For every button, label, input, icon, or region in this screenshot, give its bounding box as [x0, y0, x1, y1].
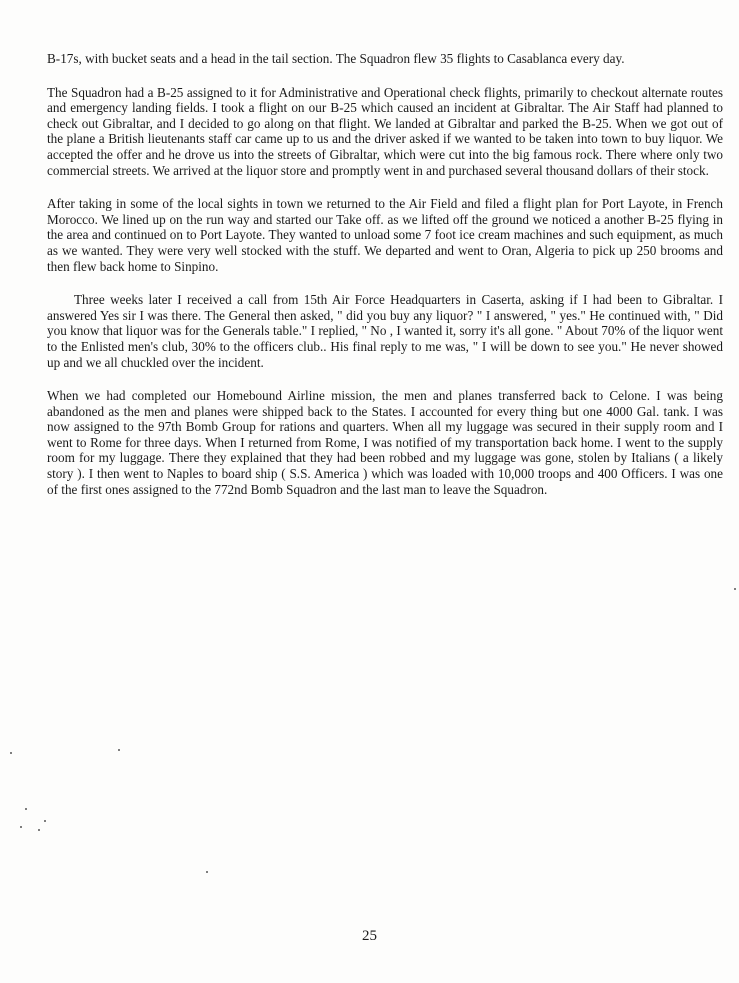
paragraph-4: Three weeks later I received a call from 15th Air Force Headquarters in Caserta, asking if I had been to Gibraltar. I answered Yes sir I was there. The General then asked, " did you buy any liquor? " I answered, " yes." He continued with, " Did you know that liquor was for the Generals table." I replied, " No , I wanted it, sorry it's all gone. " About 70% of the liquor went to the Enlisted men's club, 30% to the officers club.. His final reply to me was, " I will be down to see you." He never showed up and we all chuckled over the incident. [47, 292, 723, 370]
paragraph-3: After taking in some of the local sights in town we returned to the Air Field and filed a flight plan for Port Layote, in French Morocco. We lined up on the run way and started our Take off. as we lifted off the ground we noticed a another B-25 flying in the area and continued on to Port Layote. They wanted to unload some 7 foot ice cream machines and such equipment, as much as we wanted. They were very well stocked with the stuff. We departed and went to Oran, Algeria to pick up 250 brooms and then flew back home to Sinpino. [47, 196, 723, 274]
scan-speck [206, 871, 208, 873]
scan-speck [10, 752, 12, 754]
scan-speck [44, 820, 46, 822]
body-text [47, 51, 723, 515]
page-number: 25 [362, 928, 377, 944]
scan-speck [38, 829, 40, 831]
scan-speck [20, 826, 22, 828]
paragraph-1: B-17s, with bucket seats and a head in the tail section. The Squadron flew 35 flights to Casablanca every day. [47, 51, 625, 66]
scan-speck [25, 808, 27, 810]
paragraph-2: The Squadron had a B-25 assigned to it for Administrative and Operational check flights, primarily to checkout alternate routes and emergency landing fields. I took a flight on our B-25 which caused an incident at Gibraltar. The Air Staff had planned to check out Gibraltar, and I decided to go along on that flight. We landed at Gibraltar and parked the B-25. When we got out of the plane a British lieutenants staff car came up to us and the driver asked if we wanted to be taken into town to buy liquor. We accepted the offer and he drove us into the streets of Gibraltar, which were cut into the big famous rock. There where only two commercial streets. We arrived at the liquor store and promptly went in and purchased several thousand dollars of their stock. [47, 84, 723, 178]
scan-speck [118, 749, 120, 751]
paragraph-5: When we had completed our Homebound Airline mission, the men and planes transferred back to Celone. I was being abandoned as the men and planes were shipped back to the States. I accounted for every thing but one 4000 Gal. tank. I was now assigned to the 97th Bomb Group for rations and quarters. When all my luggage was secured in their supply room and I went to Rome for three days. When I returned from Rome, I was notified of my transportation back home. I went to the supply room for my luggage. There they explained that they had been robbed and my luggage was gone, stolen by Italians ( a likely story ). I then went to Naples to board ship ( S.S. America ) which was loaded with 10,000 troops and 400 Officers. I was one of the first ones assigned to the 772nd Bomb Squadron and the last man to leave the Squadron. [47, 388, 723, 497]
scan-speck [734, 588, 736, 590]
